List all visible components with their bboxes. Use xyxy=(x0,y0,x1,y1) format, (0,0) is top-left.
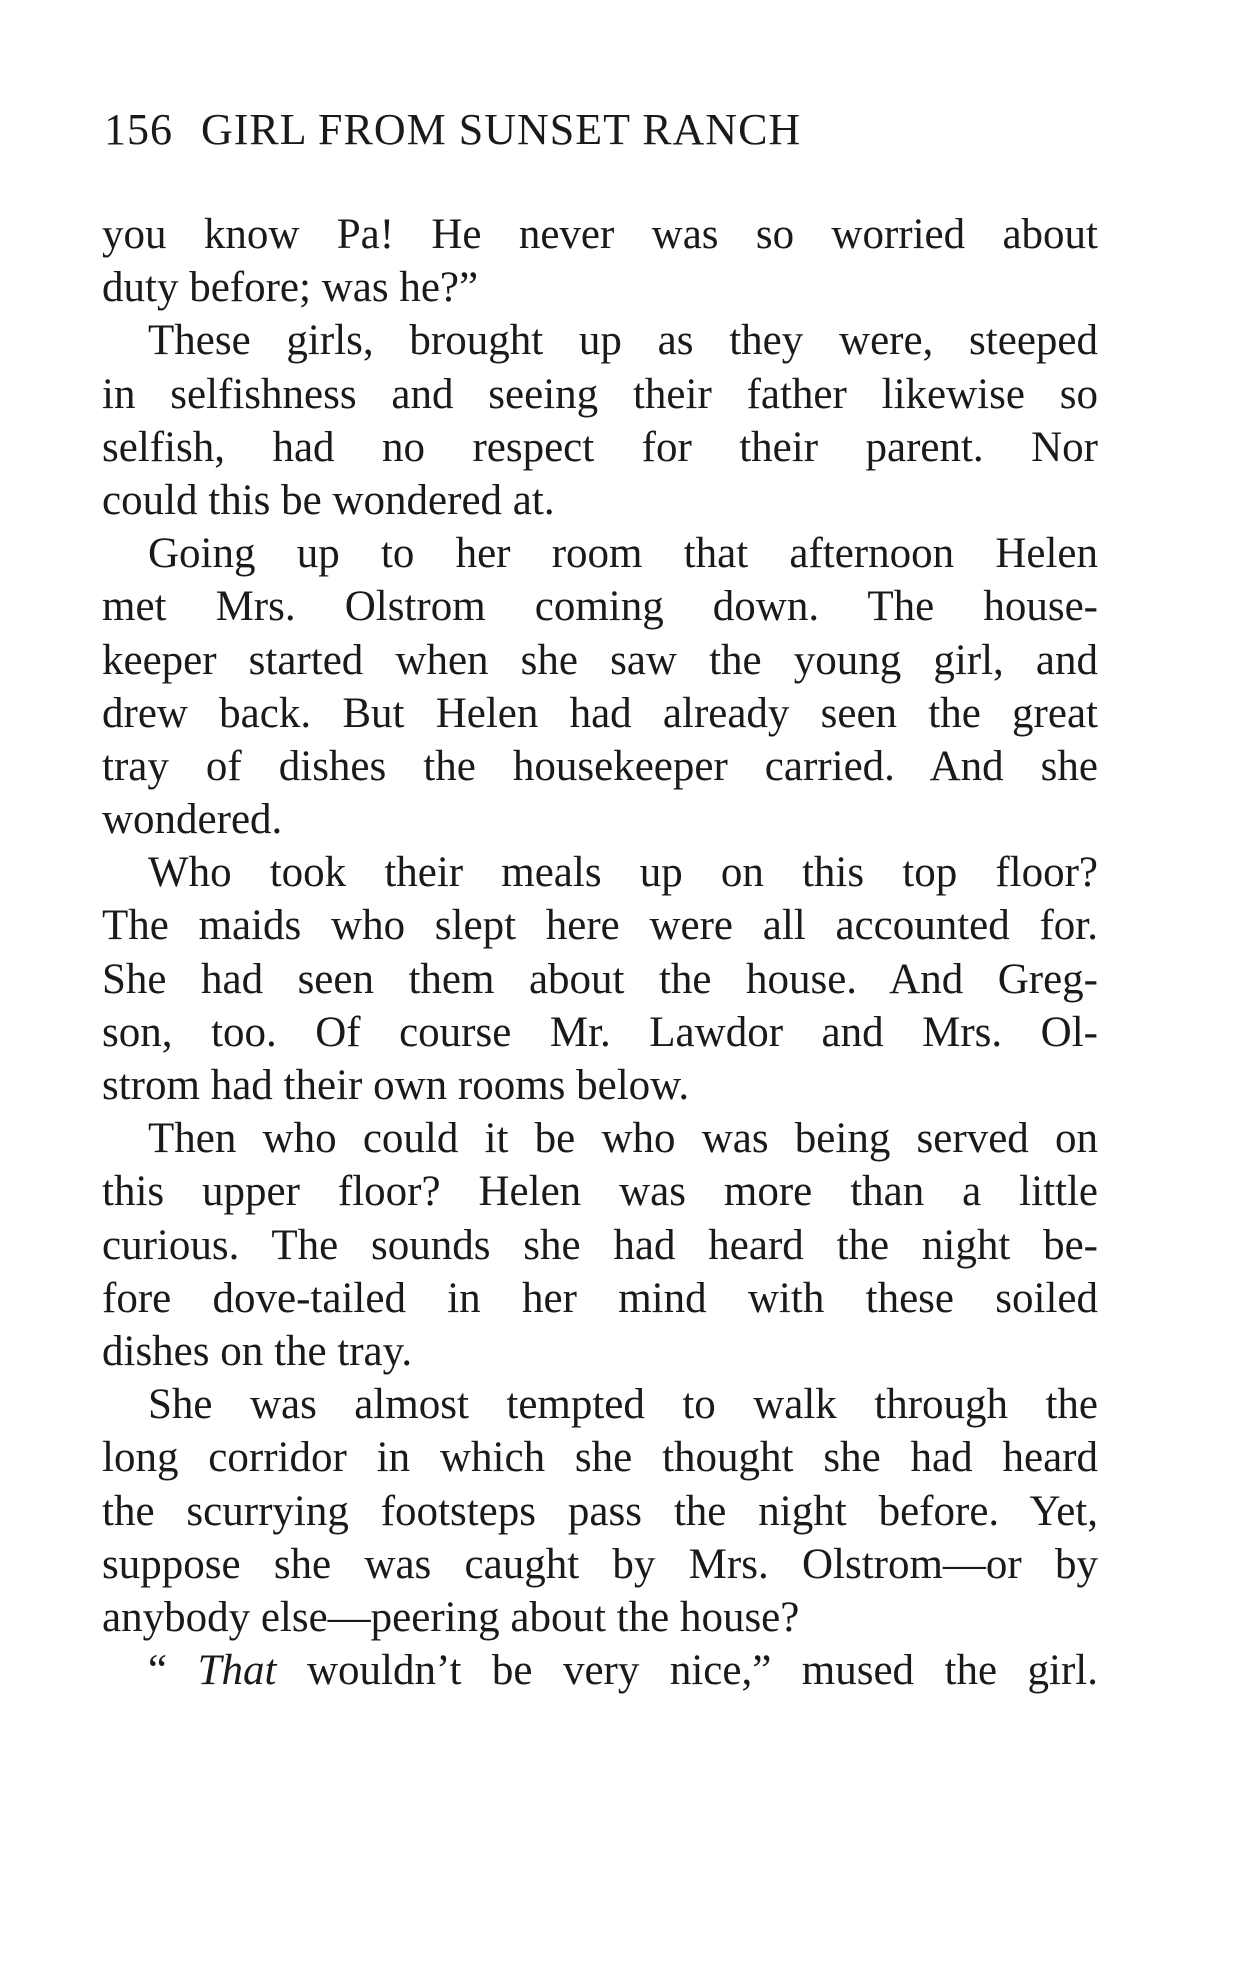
text-line: drew back. But Helen had already seen the great xyxy=(102,689,1098,737)
text-line: tray of dishes the housekeeper carried. And she xyxy=(102,742,1098,790)
text-line: son, too. Of course Mr. Lawdor and Mrs. Ol- xyxy=(102,1008,1098,1056)
final-line-rest: wouldn’t be very nice,” mused the girl. xyxy=(306,1647,1099,1695)
text-line: The maids who slept here were all accounted for. xyxy=(102,902,1098,950)
text-line: could this be wondered at. xyxy=(102,476,555,524)
text-line: you know Pa! He never was so worried about xyxy=(102,211,1098,258)
text-line: These girls, brought up as they were, steeped xyxy=(148,317,1098,365)
body-text xyxy=(102,208,1098,1697)
page-number: 156 xyxy=(104,105,173,154)
text-line: the scurrying footsteps pass the night before. Yet, xyxy=(102,1487,1098,1535)
text-line: strom had their own rooms below. xyxy=(102,1062,690,1109)
text-line: Then who could it be who was being served on xyxy=(148,1115,1098,1163)
running-title: GIRL FROM SUNSET RANCH xyxy=(201,105,802,154)
text-line: wondered. xyxy=(102,796,283,844)
text-line: duty before; was he?” xyxy=(102,264,479,312)
text-line: fore dove-tailed in her mind with these soiled xyxy=(102,1274,1098,1322)
text-line: Going up to her room that afternoon Helen xyxy=(148,530,1098,578)
text-line: met Mrs. Olstrom coming down. The house- xyxy=(102,583,1098,631)
text-line: suppose she was caught by Mrs. Olstrom—or by xyxy=(102,1540,1098,1588)
text-line: dishes on the tray. xyxy=(102,1327,413,1375)
open-quote: “ xyxy=(148,1647,168,1695)
text-line: keeper started when she saw the young girl, and xyxy=(102,636,1098,684)
text-line: curious. The sounds she had heard the night be- xyxy=(102,1221,1098,1269)
text-line-final xyxy=(102,1644,1098,1697)
text-line: anybody else—peering about the house? xyxy=(102,1593,800,1641)
text-line: selfish, had no respect for their parent. Nor xyxy=(102,423,1098,471)
text-line: Who took their meals up on this top floor? xyxy=(148,849,1098,897)
text-line: She was almost tempted to walk through the xyxy=(148,1381,1098,1429)
running-head xyxy=(104,100,1104,160)
text-line: long corridor in which she thought she had heard xyxy=(102,1434,1098,1482)
text-line: in selfishness and seeing their father likewise so xyxy=(102,370,1098,418)
italic-word: That xyxy=(197,1647,277,1695)
text-line: this upper floor? Helen was more than a little xyxy=(102,1168,1098,1216)
text-line: She had seen them about the house. And Greg- xyxy=(102,955,1098,1003)
